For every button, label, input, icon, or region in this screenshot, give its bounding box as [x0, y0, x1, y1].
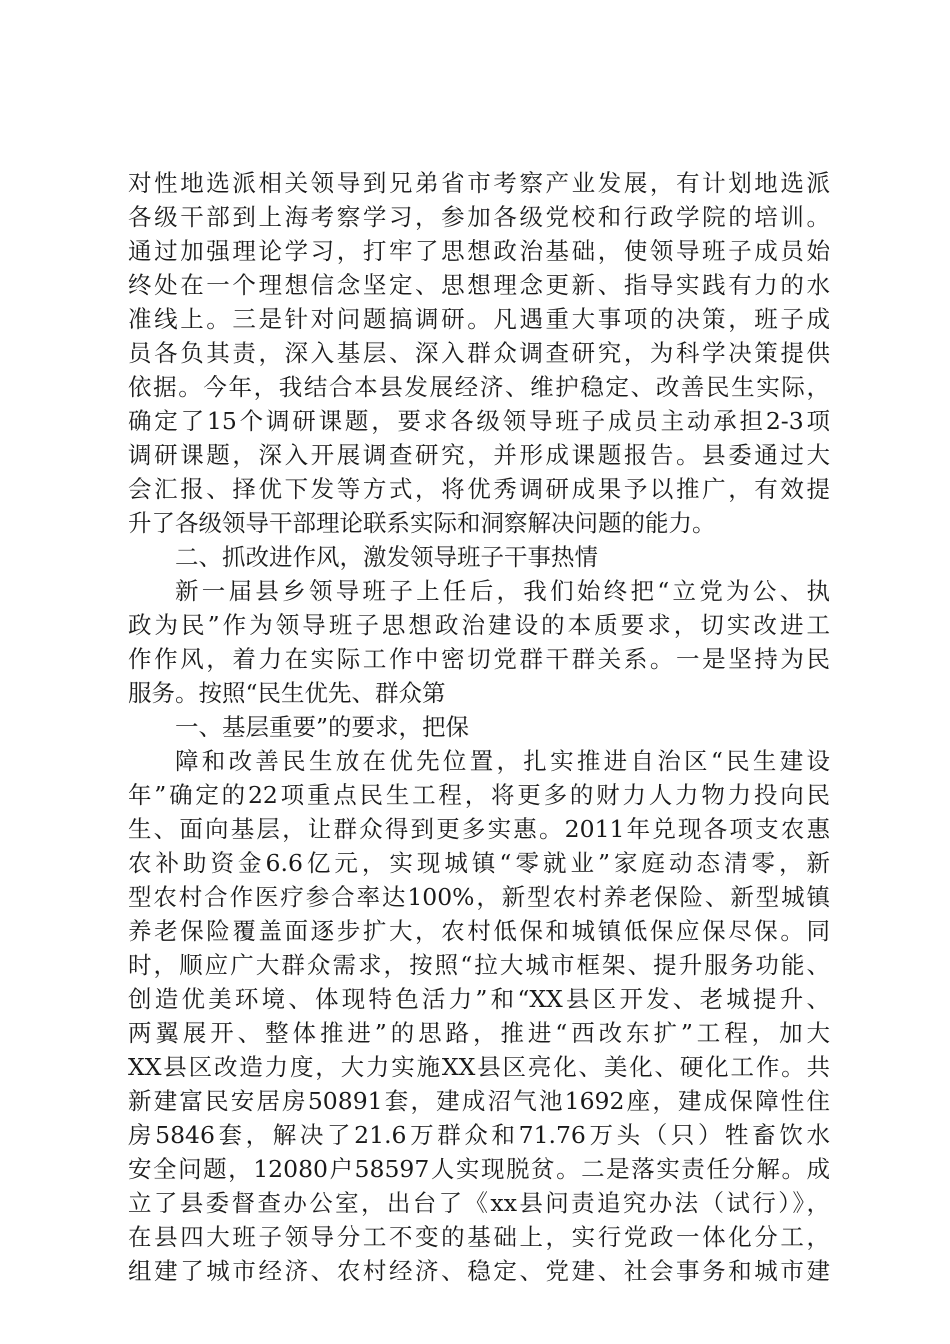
text-line: 生、面向基层，让群众得到更多实惠。2011年兑现各项支农惠: [128, 815, 830, 843]
text-line: 员各负其责，深入基层、深入群众调查研究，为科学决策提供: [128, 339, 830, 367]
text-line: 房5846套，解决了21.6万群众和71.76万头（只）牲畜饮水: [128, 1121, 830, 1149]
text-line: 两翼展开、整体推进”的思路，推进“西改东扩”工程，加大: [128, 1019, 830, 1047]
text-line: 升了各级领导干部理论联系实际和洞察解决问题的能力。: [128, 509, 716, 537]
text-line: 依据。今年，我结合本县发展经济、维护稳定、改善民生实际，: [128, 373, 830, 401]
text-line: 立了县委督查办公室，出台了《xx县问责追究办法（试行）》，: [128, 1189, 830, 1217]
text-line: 养老保险覆盖面逐步扩大，农村低保和城镇低保应保尽保。同: [128, 917, 830, 945]
text-line: 型农村合作医疗参合率达100%，新型农村养老保险、新型城镇: [128, 883, 830, 911]
section-heading: 二、抓改进作风，激发领导班子干事热情: [175, 543, 598, 571]
text-line: 新一届县乡领导班子上任后，我们始终把“立党为公、执: [175, 577, 830, 605]
text-line: 确定了15个调研课题，要求各级领导班子成员主动承担2-3项: [128, 407, 830, 435]
text-line: 障和改善民生放在优先位置，扎实推进自治区“民生建设: [175, 747, 830, 775]
text-line: 通过加强理论学习，打牢了思想政治基础，使领导班子成员始: [128, 237, 830, 265]
text-line: 创造优美环境、体现特色活力”和“XX县区开发、老城提升、: [128, 985, 830, 1013]
text-line: 农补助资金6.6亿元，实现城镇“零就业”家庭动态清零，新: [128, 849, 830, 877]
text-line: 在县四大班子领导分工不变的基础上，实行党政一体化分工，: [128, 1223, 830, 1251]
text-line: 调研课题，深入开展调查研究，并形成课题报告。县委通过大: [128, 441, 830, 469]
text-line: 对性地选派相关领导到兄弟省市考察产业发展，有计划地选派: [128, 169, 830, 197]
text-line: 各级干部到上海考察学习，参加各级党校和行政学院的培训。: [128, 203, 830, 231]
text-line: 政为民”作为领导班子思想政治建设的本质要求，切实改进工: [128, 611, 830, 639]
document-body: [128, 166, 830, 1288]
text-line: 安全问题，12080户58597人实现脱贫。二是落实责任分解。成: [128, 1155, 830, 1183]
text-line: 作作风，着力在实际工作中密切党群干群关系。一是坚持为民: [128, 645, 830, 673]
text-line: 服务。按照“民生优先、群众第: [128, 679, 446, 707]
text-line: 会汇报、择优下发等方式，将优秀调研成果予以推广，有效提: [128, 475, 830, 503]
text-line: 时，顺应广大群众需求，按照“拉大城市框架、提升服务功能、: [128, 951, 830, 979]
text-line: 准线上。三是针对问题搞调研。凡遇重大事项的决策，班子成: [128, 305, 830, 333]
text-line: 一、基层重要”的要求，把保: [175, 713, 470, 741]
text-line: 年”确定的22项重点民生工程，将更多的财力人力物力投向民: [128, 781, 830, 809]
text-line: 新建富民安居房50891套，建成沼气池1692座，建成保障性住: [128, 1087, 830, 1115]
text-line: XX县区改造力度，大力实施XX县区亮化、美化、硬化工作。共: [128, 1053, 830, 1081]
text-line: 组建了城市经济、农村经济、稳定、党建、社会事务和城市建: [128, 1257, 830, 1285]
text-line: 终处在一个理想信念坚定、思想理念更新、指导实践有力的水: [128, 271, 830, 299]
